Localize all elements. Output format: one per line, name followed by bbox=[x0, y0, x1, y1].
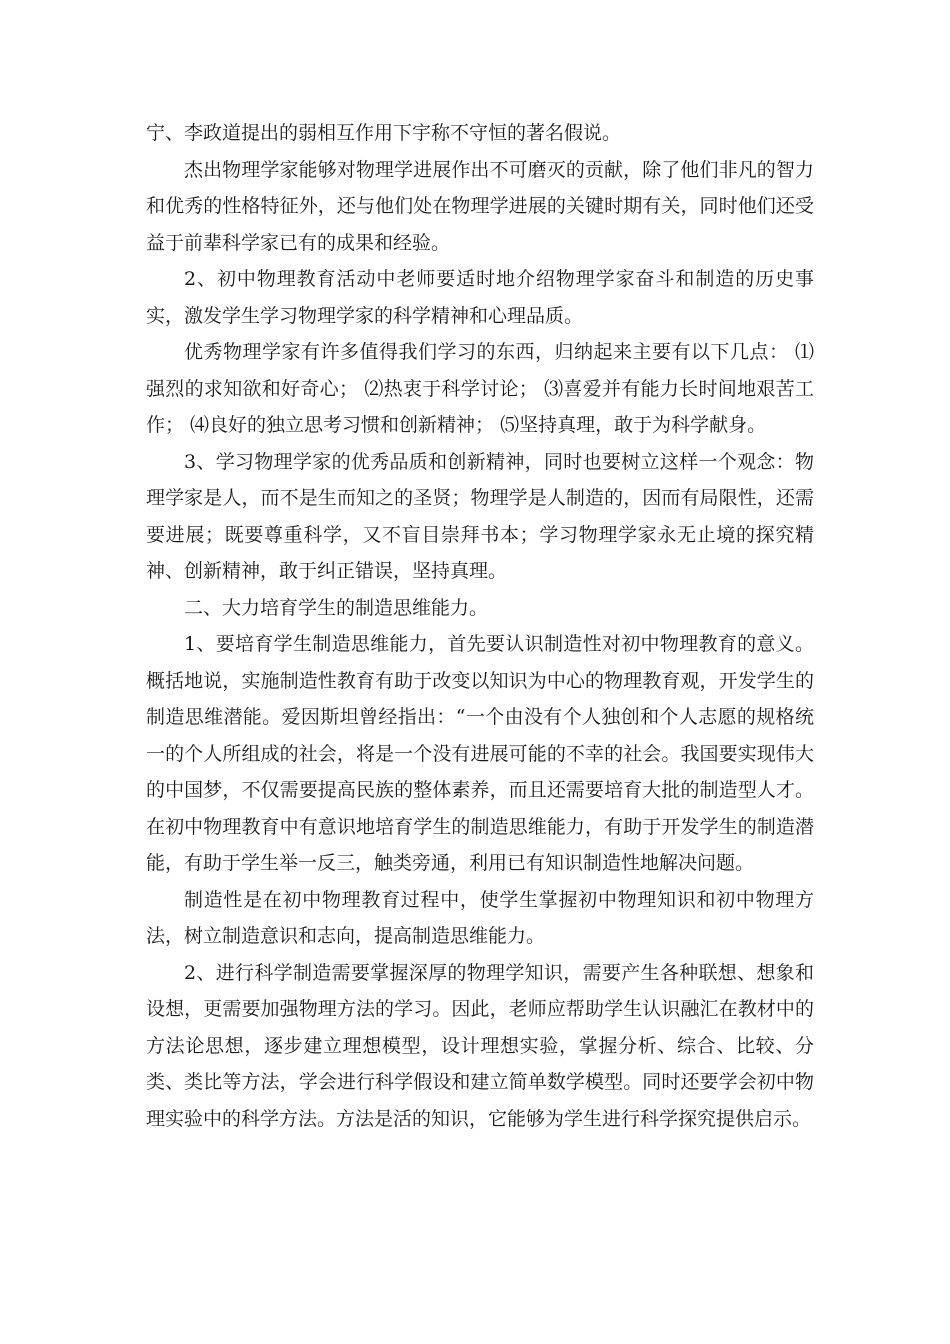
paragraph-physicists-contribution: 杰出物理学家能够对物理学进展作出不可磨灭的贡献，除了他们非凡的智力和优秀的性格特征外，还与他们处在物理学进展的关键时期有关，同时他们还受益于前辈科学家已有的成果和经验。 bbox=[146, 158, 814, 254]
document-page bbox=[146, 115, 814, 1137]
paragraph-point-3-concept: 3、学习物理学家的优秀品质和创新精神，同时也要树立这样一个观念：物理学家是人，而不是生而知之的圣贤；物理学是人制造的，因而有局限性，还需要进展；既要尊重科学，又不盲目崇拜书本；学习物理学家永无止境的探究精神、创新精神，敢于纠正错误，坚持真理。 bbox=[146, 450, 814, 582]
paragraph-point-2-history: 2、初中物理教育活动中老师要适时地介绍物理学家奋斗和制造的历史事实，激发学生学习物理学家的科学精神和心理品质。 bbox=[146, 268, 814, 327]
paragraph-qualities-list: 优秀物理学家有许多值得我们学习的东西，归纳起来主要有以下几点： ⑴强烈的求知欲和好奇心； ⑵热衷于科学讨论； ⑶喜爱并有能力长时间地艰苦工作； ⑷良好的独立思考习惯和创新精神； ⑸坚持真理，敢于为科学献身。 bbox=[146, 341, 814, 436]
section-heading-creative-thinking: 二、大力培育学生的制造思维能力。 bbox=[184, 596, 489, 619]
paragraph-point-2-methods: 2、进行科学制造需要掌握深厚的物理学知识，需要产生各种联想、想象和设想，更需要加强物理方法的学习。因此，老师应帮助学生认识融汇在教材中的方法论思想，逐步建立理想模型，设计理想实验，掌握分析、综合、比较、分类、类比等方法，学会进行科学假设和建立简单数学模型。同时还要学会初中物理实验中的科学方法。方法是活的知识，它能够为学生进行科学探究提供启示。 bbox=[146, 961, 814, 1130]
paragraph-creativity-definition: 制造性是在初中物理教育过程中，使学生掌握初中物理知识和初中物理方法，树立制造意识和志向，提高制造思维能力。 bbox=[146, 888, 814, 947]
paragraph-point-1-creativity: 1、要培育学生制造思维能力，首先要认识制造性对初中物理教育的意义。概括地说，实施制造性教育有助于改变以知识为中心的物理教育观，开发学生的制造思维潜能。爱因斯坦曾经指出：“一个由没有个人独创和个人志愿的规格统一的个人所组成的社会，将是一个没有进展可能的不幸的社会。我国要实现伟大的中国梦，不仅需要提高民族的整体素养，而且还需要培育大批的制造型人才。在初中物理教育中有意识地培育学生的制造思维能力，有助于开发学生的制造潜能，有助于学生举一反三，触类旁通，利用已有知识制造性地解决问题。 bbox=[146, 633, 814, 874]
paragraph-continuation: 宁、李政道提出的弱相互作用下宇称不守恒的著名假说。 bbox=[146, 122, 622, 144]
